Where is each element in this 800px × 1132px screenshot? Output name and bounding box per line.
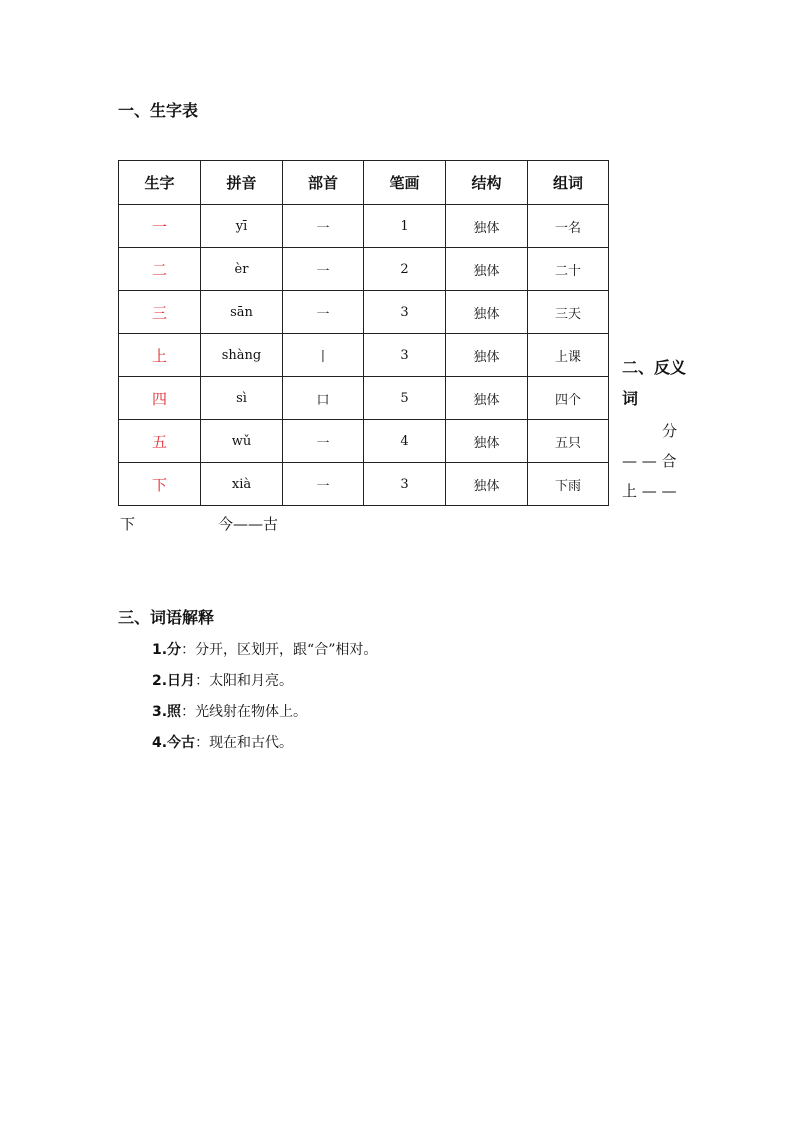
cell-strokes: 3 xyxy=(364,334,446,377)
cell-char: 二 xyxy=(119,248,201,291)
antonym-line: 分 xyxy=(662,422,678,440)
antonym-overflow-left: 下 xyxy=(120,515,136,533)
antonym-pair: 今——古 xyxy=(218,515,279,533)
cell-structure: 独体 xyxy=(446,334,528,377)
antonym-line: 上 — — xyxy=(622,482,677,500)
antonym-line: — — 合 xyxy=(622,452,677,470)
definition-term: 4.今古 xyxy=(152,735,196,751)
section-title-definitions: 三、词语解释 xyxy=(118,608,215,627)
character-table xyxy=(118,160,609,506)
cell-strokes: 5 xyxy=(364,377,446,420)
definition-separator: ： xyxy=(181,642,196,658)
definition-term: 2.日月 xyxy=(152,673,196,689)
table-row xyxy=(119,420,609,463)
table-row xyxy=(119,248,609,291)
cell-strokes: 2 xyxy=(364,248,446,291)
definition-item xyxy=(152,732,293,752)
cell-pinyin: yī xyxy=(201,205,283,248)
definition-item xyxy=(152,670,293,690)
cell-strokes: 3 xyxy=(364,291,446,334)
cell-radical: 口 xyxy=(283,377,364,420)
cell-radical: 一 xyxy=(283,420,364,463)
cell-pinyin: xià xyxy=(201,463,283,506)
section-title-antonyms-line2: 词 xyxy=(622,389,639,408)
cell-radical: 一 xyxy=(283,205,364,248)
table-header-row xyxy=(119,161,609,205)
definition-text: 现在和古代。 xyxy=(209,735,294,751)
cell-strokes: 3 xyxy=(364,463,446,506)
cell-pinyin: sì xyxy=(201,377,283,420)
cell-structure: 独体 xyxy=(446,463,528,506)
cell-char: 下 xyxy=(119,463,201,506)
cell-word: 二十 xyxy=(528,248,609,291)
cell-char: 上 xyxy=(119,334,201,377)
header-structure: 结构 xyxy=(446,161,528,205)
cell-word: 四个 xyxy=(528,377,609,420)
cell-strokes: 4 xyxy=(364,420,446,463)
cell-radical: 一 xyxy=(283,248,364,291)
definition-text: 太阳和月亮。 xyxy=(209,673,294,689)
header-strokes: 笔画 xyxy=(364,161,446,205)
cell-radical: 一 xyxy=(283,463,364,506)
cell-word: 五只 xyxy=(528,420,609,463)
definition-text: 分开，区划开，跟“合”相对。 xyxy=(195,642,378,658)
cell-pinyin: èr xyxy=(201,248,283,291)
header-char: 生字 xyxy=(119,161,201,205)
cell-pinyin: shàng xyxy=(201,334,283,377)
table-row xyxy=(119,205,609,248)
header-pinyin: 拼音 xyxy=(201,161,283,205)
header-radical: 部首 xyxy=(283,161,364,205)
section-title-vocab-table: 一、生字表 xyxy=(118,101,199,120)
cell-radical: 一 xyxy=(283,291,364,334)
cell-radical: 丨 xyxy=(283,334,364,377)
cell-word: 上课 xyxy=(528,334,609,377)
definition-term: 1.分 xyxy=(152,642,182,658)
cell-word: 三天 xyxy=(528,291,609,334)
cell-word: 下雨 xyxy=(528,463,609,506)
cell-structure: 独体 xyxy=(446,248,528,291)
table-row xyxy=(119,377,609,420)
cell-char: 三 xyxy=(119,291,201,334)
cell-word: 一名 xyxy=(528,205,609,248)
definition-separator: ： xyxy=(195,673,210,689)
table-row xyxy=(119,334,609,377)
cell-structure: 独体 xyxy=(446,420,528,463)
table-row xyxy=(119,463,609,506)
header-word: 组词 xyxy=(528,161,609,205)
cell-char: 五 xyxy=(119,420,201,463)
definition-separator: ： xyxy=(181,704,196,720)
definition-term: 3.照 xyxy=(152,704,182,720)
table-row xyxy=(119,291,609,334)
definition-item xyxy=(152,639,377,659)
cell-char: 四 xyxy=(119,377,201,420)
cell-char: 一 xyxy=(119,205,201,248)
cell-pinyin: sān xyxy=(201,291,283,334)
cell-strokes: 1 xyxy=(364,205,446,248)
cell-pinyin: wǔ xyxy=(201,420,283,463)
cell-structure: 独体 xyxy=(446,205,528,248)
section-title-antonyms-line1: 二、反义 xyxy=(622,358,687,377)
cell-structure: 独体 xyxy=(446,291,528,334)
definition-item xyxy=(152,701,307,721)
definition-text: 光线射在物体上。 xyxy=(195,704,308,720)
cell-structure: 独体 xyxy=(446,377,528,420)
definition-separator: ： xyxy=(195,735,210,751)
